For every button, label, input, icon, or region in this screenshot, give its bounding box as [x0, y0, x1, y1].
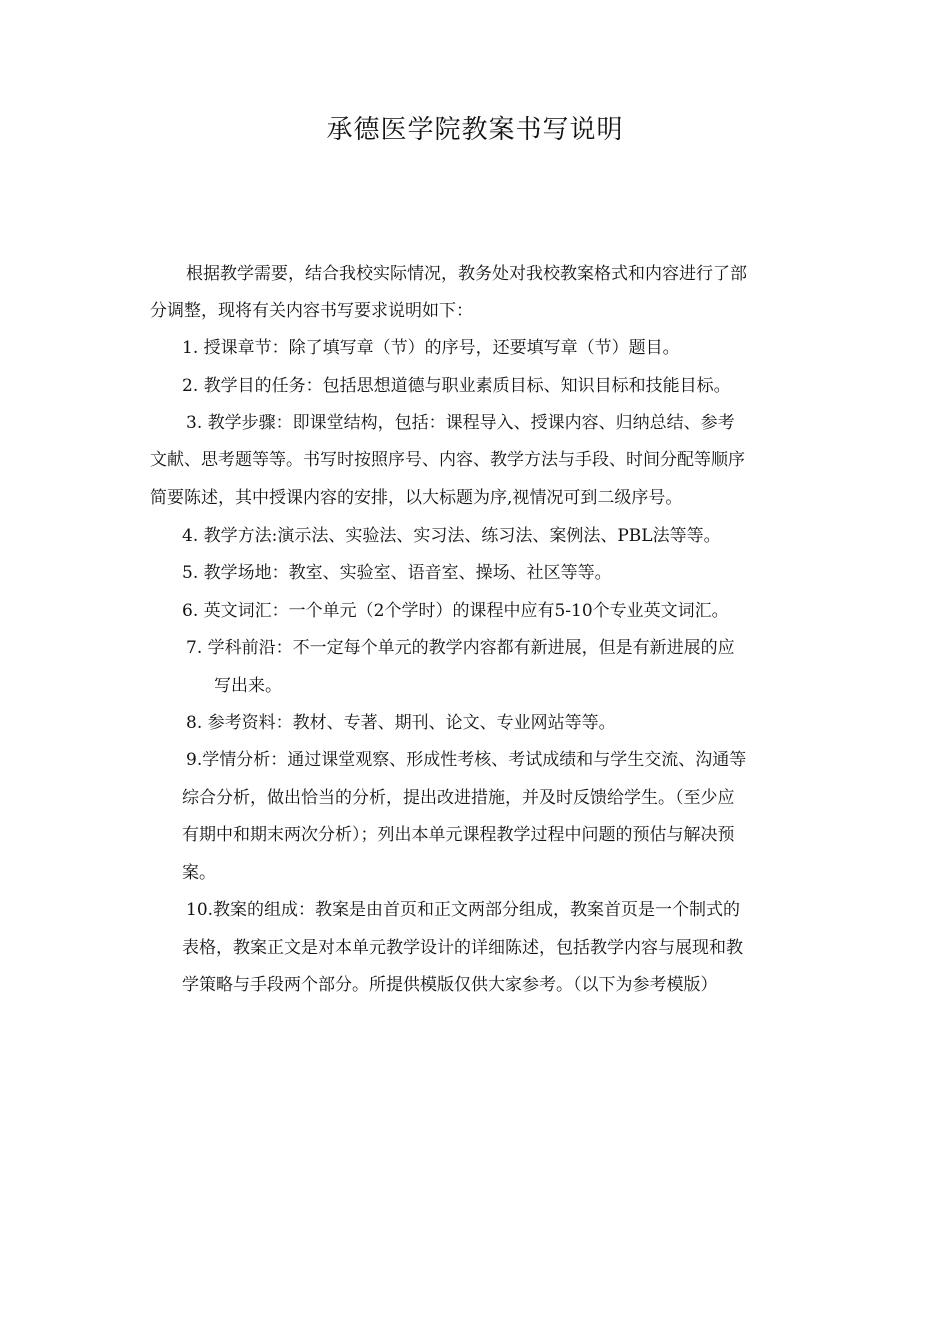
item-7-line-2: 写出来。 [214, 676, 282, 696]
item-8-line-1: 8. 参考资料：教材、专著、期刊、论文、专业网站等等。 [186, 713, 616, 733]
item-6-line-1: 6. 英文词汇：一个单元（2个学时）的课程中应有5-10个专业英文词汇。 [182, 601, 729, 621]
item-4-line-1: 4. 教学方法:演示法、实验法、实习法、练习法、案例法、PBL法等等。 [182, 526, 721, 546]
item-1-line-1: 1. 授课章节：除了填写章（节）的序号，还要填写章（节）题目。 [182, 338, 680, 358]
item-7-line-1: 7. 学科前沿：不一定每个单元的教学内容都有新进展，但是有新进展的应 [186, 638, 735, 658]
item-3-line-1: 3. 教学步骤：即课堂结构，包括：课程导入、授课内容、归纳总结、参考 [186, 413, 735, 433]
item-10-line-2: 表格，教案正文是对本单元教学设计的详细陈述，包括教学内容与展现和教 [182, 938, 743, 958]
item-3-line-3: 简要陈述，其中授课内容的安排，以大标题为序,视情况可到二级序号。 [150, 488, 683, 508]
item-2-line-1: 2. 教学目的任务：包括思想道德与职业素质目标、知识目标和技能目标。 [182, 376, 731, 396]
document-title: 承德医学院教案书写说明 [326, 115, 624, 145]
item-9-line-2: 综合分析，做出恰当的分析，提出改进措施，并及时反馈给学生。（至少应 [182, 788, 735, 808]
item-3-line-2: 文献、思考题等等。书写时按照序号、内容、教学方法与手段、时间分配等顺序 [150, 450, 745, 470]
item-10-line-3: 学策略与手段两个部分。所提供模版仅供大家参考。（以下为参考模版） [182, 975, 718, 995]
item-5-line-1: 5. 教学场地：教室、实验室、语音室、操场、社区等等。 [182, 563, 612, 583]
item-10-line-1: 10.教案的组成：教案是由首页和正文两部分组成，教案首页是一个制式的 [186, 900, 741, 920]
item-9-line-3: 有期中和期末两次分析）；列出本单元课程教学过程中问题的预估与解决预 [182, 825, 735, 845]
item-9-line-1: 9.学情分析：通过课堂观察、形成性考核、考试成绩和与学生交流、沟通等 [186, 750, 747, 770]
item-9-line-4: 案。 [182, 863, 216, 883]
intro-line-2: 分调整，现将有关内容书写要求说明如下： [150, 301, 473, 321]
intro-line-1: 根据教学需要，结合我校实际情况，教务处对我校教案格式和内容进行了部 [186, 264, 747, 284]
